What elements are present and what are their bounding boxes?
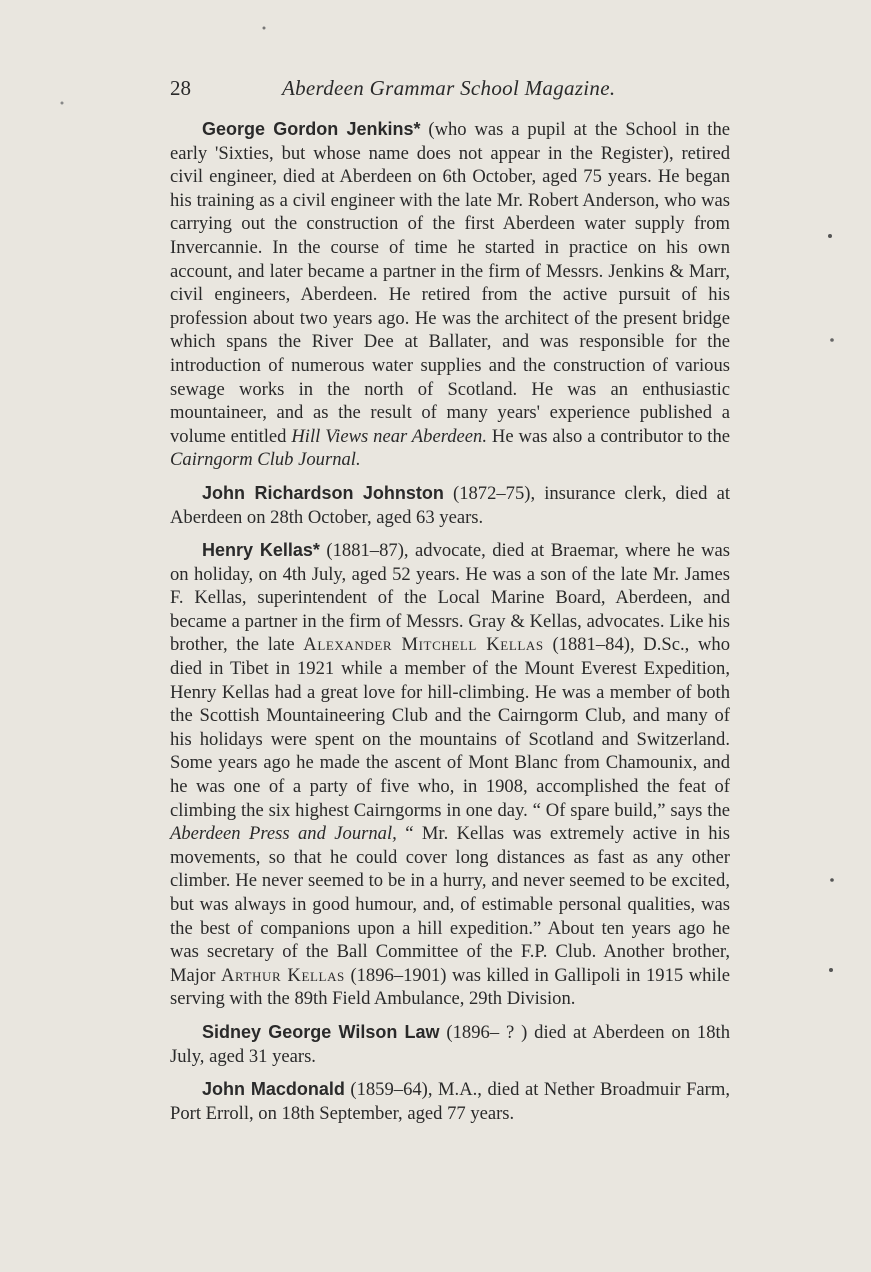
entry-text: He was also a contributor to the xyxy=(487,425,730,447)
obituary-entry-kellas xyxy=(170,539,730,1011)
journal-title: Cairngorm Club Journal. xyxy=(170,449,361,471)
related-name: Arthur Kellas xyxy=(220,964,345,986)
entry-name: John Macdonald xyxy=(202,1079,345,1100)
obituary-list xyxy=(170,118,730,1135)
speck xyxy=(830,338,834,342)
entry-name: George Gordon Jenkins* xyxy=(202,119,421,139)
entry-text: (1881–84), D.Sc., who died in Tibet in 1921 while a member of the Mount Everest Expedition, Henry Kellas had a great love for hill-climbing. He was a member of both the Scottish Mountaineering Club and the Cairngorm Club, and many of his holidays were spent on the mountains of Scotland and Switzerland. Some years ago he made the ascent of Mont Blanc from Chamounix, and he was one of a party of five who, in 1908, accomplished the feat of climbing the six highest Cairngorms in one day. “ Of spare build,” says the xyxy=(170,634,731,821)
entry-text: (1896– ? ) died at Aberdeen on 18th July, aged 31 years. xyxy=(170,1021,730,1067)
related-name: Alexander Mitchell Kellas xyxy=(303,634,544,656)
speck xyxy=(263,27,266,30)
entry-name: John Richardson Johnston xyxy=(202,482,444,503)
entry-text: “ Mr. Kellas was extremely active in his movements, so that he could cover long distances as fast as any other climber. He never seemed to be in a hurry, and never seemed to be excited, but was always in good humour, and, of estimable personal qualities, was the best of companions upon a hill expedition.” About ten years ago he was secretary of the Ball Committee of the F.P. Club. Another brother, Major xyxy=(170,823,730,986)
running-title: Aberdeen Grammar School Magazine. xyxy=(282,76,616,100)
entry-name: Henry Kellas* xyxy=(202,540,320,561)
entry-text: (1859–64), M.A., died at Nether Broadmuir Farm, Port Erroll, on 18th September, aged 77 years. xyxy=(170,1079,730,1124)
entry-text: (1896–1901) was killed in Gallipoli in 1915 while serving with the 89th Field Ambulance, 29th Division. xyxy=(170,964,731,1010)
newspaper-title: Aberdeen Press and Journal, xyxy=(170,823,397,845)
entry-text: (1881–87), advocate, died at Braemar, where he was on holiday, on 4th July, aged 52 years. He was a son of the late Mr. James F. Kellas, superintendent of the Local Marine Board, Aberdeen, and became a partner in the firm of Messrs. Gray & Kellas, advocates. Like his brother, the late xyxy=(170,540,730,656)
book-title: Hill Views near Aberdeen. xyxy=(291,425,488,447)
entry-text: (who was a pupil at the School in the early 'Sixties, but whose name does not appear in the Register), retired civil engineer, died at Aberdeen on 6th October, aged 75 years. He began his training as a civil engineer with the late Mr. Robert Anderson, who was carrying out the construction of the first Aberdeen water supply from Invercannie. In the course of time he started in practice on his own account, and later became a partner in the firm of Messrs. Jenkins & Marr, civil engineers, Aberdeen. He retired from the active pursuit of his profession about two years ago. He was the architect of the present bridge which spans the River Dee at Ballater, and was responsible for the introduction of numerous water supplies and the construction of various sewage works in the north of Scotland. He was an enthusiastic mountaineer, and as the result of many years' experience published a volume entitled xyxy=(170,119,731,447)
obituary-entry-law xyxy=(170,1021,730,1068)
obituary-entry-macdonald xyxy=(170,1078,730,1125)
page-number: 28 xyxy=(170,76,191,100)
speck xyxy=(830,878,834,882)
speck xyxy=(829,968,833,972)
obituary-entry-jenkins xyxy=(170,118,730,472)
entry-name: Sidney George Wilson Law xyxy=(202,1021,440,1042)
entry-text: (1872–75), insurance clerk, died at Aberdeen on 28th October, aged 63 years. xyxy=(170,482,730,528)
speck xyxy=(61,102,64,105)
speck xyxy=(828,234,832,238)
obituary-entry-johnston xyxy=(170,482,730,529)
